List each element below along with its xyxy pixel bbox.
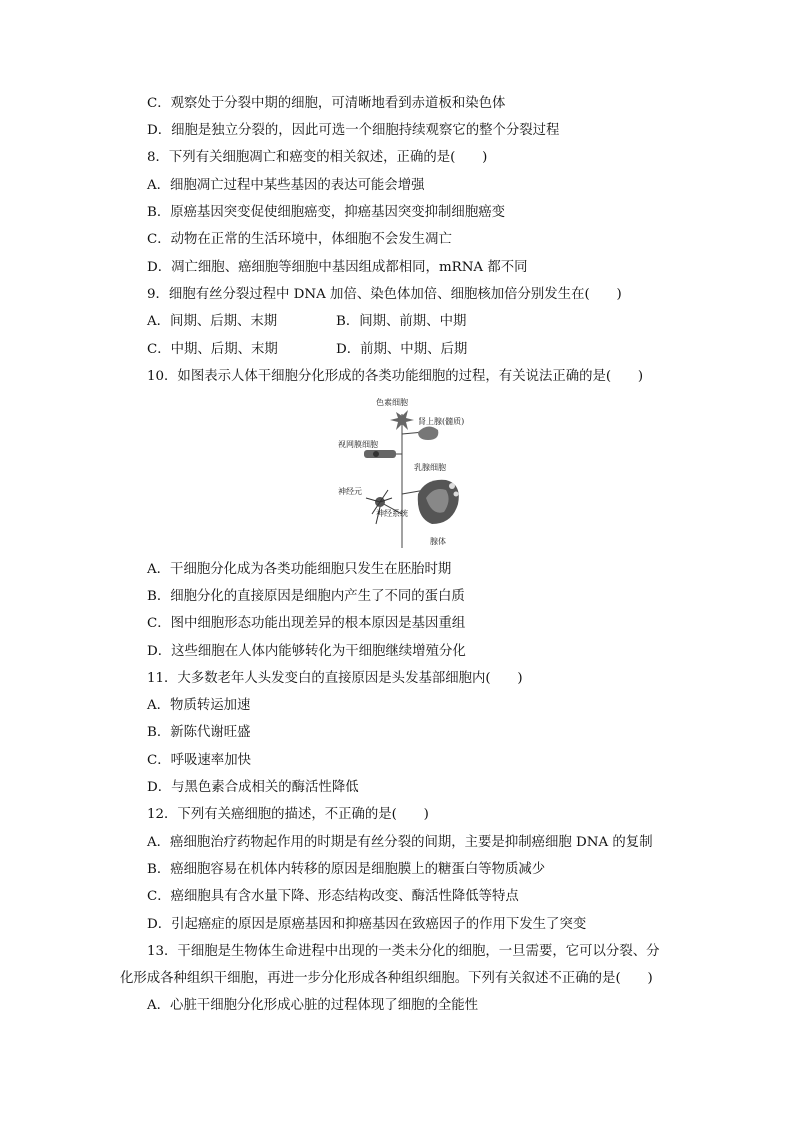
option-line: D．凋亡细胞、癌细胞等细胞中基因组成都相同，mRNA 都不同 [147,260,528,275]
option-line: A．干细胞分化成为各类功能细胞只发生在胚胎时期 [147,562,452,577]
option-line: B．癌细胞容易在机体内转移的原因是细胞膜上的糖蛋白等物质减少 [147,862,546,877]
question-9: 9．细胞有丝分裂过程中 DNA 加倍、染色体加倍、细胞核加倍分别发生在( ) [147,287,622,302]
option-line: A．细胞凋亡过程中某些基因的表达可能会增强 [147,178,425,193]
question-8: 8．下列有关细胞凋亡和癌变的相关叙述，正确的是( ) [147,150,488,165]
question-11: 11．大多数老年人头发变白的直接原因是头发基部细胞内( ) [147,671,523,686]
figure-label: 肾上腺(髓质) [418,417,465,426]
option-line: A．间期、后期、末期 [147,314,278,329]
stem-cell-differentiation-figure [336,394,478,548]
option-line: A．物质转运加速 [147,698,251,713]
option-line: B．间期、前期、中期 [336,314,467,329]
option-line: C．动物在正常的生活环境中，体细胞不会发生凋亡 [147,232,452,247]
option-line: B．原癌基因突变促使细胞癌变，抑癌基因突变抑制细胞癌变 [147,205,505,220]
option-line: C．呼吸速率加快 [147,753,251,768]
question-12: 12．下列有关癌细胞的描述，不正确的是( ) [147,807,429,822]
option-line: C．观察处于分裂中期的细胞，可清晰地看到赤道板和染色体 [147,96,506,111]
option-line: D．这些细胞在人体内能够转化为干细胞继续增殖分化 [147,644,466,659]
figure-label: 腺体 [430,537,446,546]
option-line: A．癌细胞治疗药物起作用的时期是有丝分裂的间期，主要是抑制癌细胞 DNA 的复制 [147,835,653,850]
question-10: 10．如图表示人体干细胞分化形成的各类功能细胞的过程，有关说法正确的是( ) [147,369,644,384]
question-13-cont: 化形成各种组织干细胞，再进一步分化形成各种组织细胞。下列有关叙述不正确的是( ) [120,971,653,986]
option-line: B．新陈代谢旺盛 [147,725,251,740]
option-line: D．前期、中期、后期 [336,342,468,357]
question-13: 13．干细胞是生物体生命进程中出现的一类未分化的细胞，一旦需要，它可以分裂、分 [147,944,660,959]
option-line: D．细胞是独立分裂的，因此可选一个细胞持续观察它的整个分裂过程 [147,123,560,138]
option-line: D．引起癌症的原因是原癌基因和抑癌基因在致癌因子的作用下发生了突变 [147,917,587,932]
option-line: A．心脏干细胞分化形成心脏的过程体现了细胞的全能性 [147,998,479,1013]
option-line: B．细胞分化的直接原因是细胞内产生了不同的蛋白质 [147,589,465,604]
option-line: C．图中细胞形态功能出现差异的根本原因是基因重组 [147,616,466,631]
figure-label: 视网膜细胞 [338,440,378,449]
gland-tissue-icon [418,480,459,524]
option-line: C．中期、后期、末期 [147,342,278,357]
figure-label: 色素细胞 [376,398,408,407]
figure-label: 神经元 [338,487,362,496]
option-line: C．癌细胞具有含水量下降、形态结构改变、酶活性降低等特点 [147,889,519,904]
neuron-icon [366,490,392,524]
figure-label: 乳腺细胞 [414,463,446,472]
option-line: D．与黑色素合成相关的酶活性降低 [147,780,359,795]
adrenal-cell-icon [418,426,438,440]
retina-cell-icon [364,450,396,458]
figure-label: 神经系统 [376,509,408,518]
